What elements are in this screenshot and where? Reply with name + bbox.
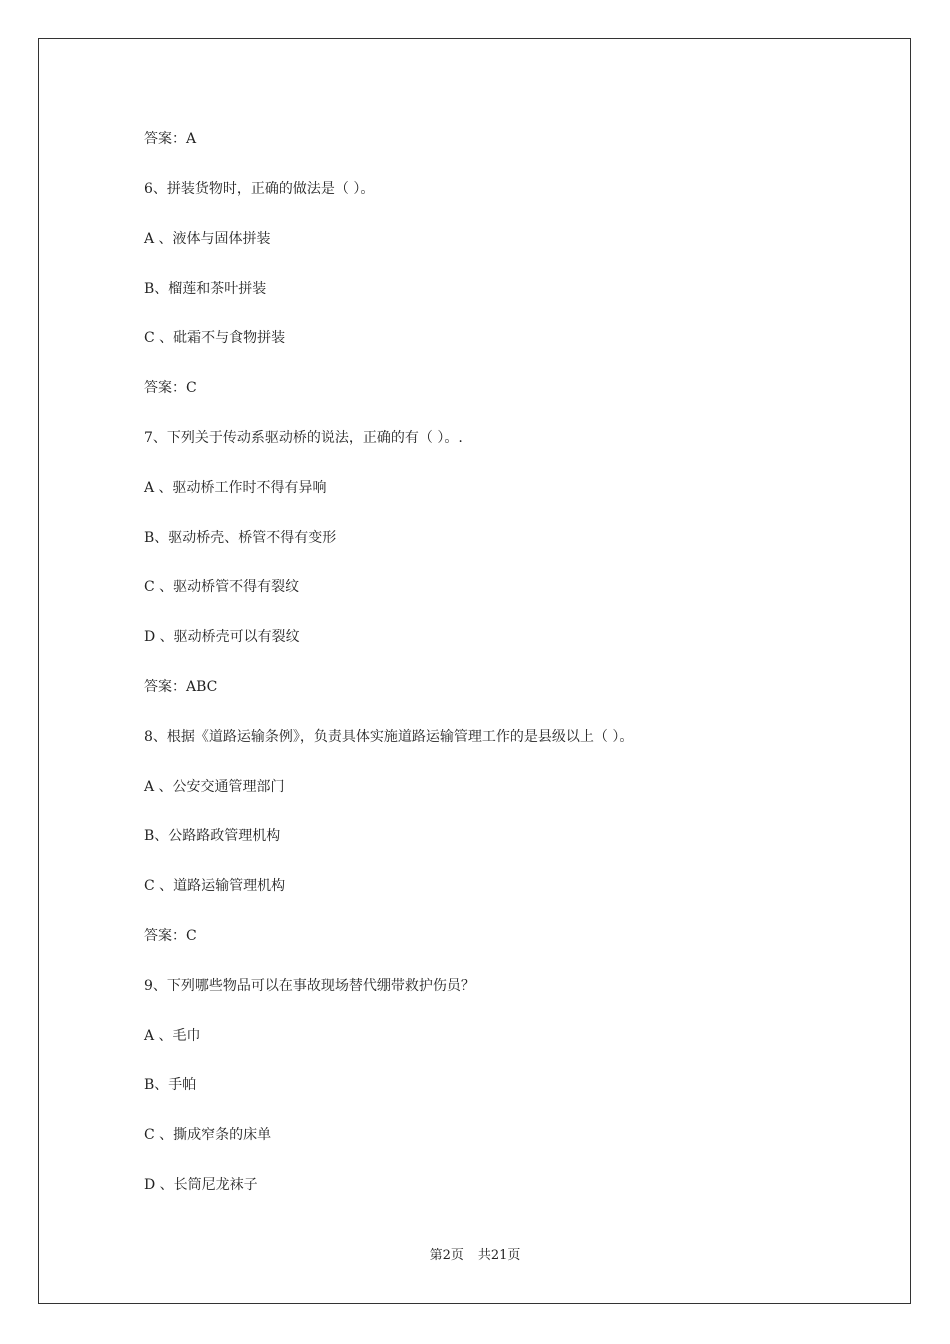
page-number: 第2页 — [429, 1248, 464, 1263]
question-7: 7、下列关于传动系驱动桥的说法，正确的有（ ）。. — [144, 430, 463, 446]
answer-8: 答案：C — [144, 928, 197, 944]
option-9a: A 、毛巾 — [144, 1028, 201, 1044]
page-footer — [0, 1248, 950, 1264]
option-6c: C 、砒霜不与食物拼装 — [144, 330, 286, 346]
question-6: 6、拼装货物时，正确的做法是（ ）。 — [144, 181, 375, 197]
answer-7: 答案：ABC — [144, 679, 218, 695]
option-6b: B、榴莲和茶叶拼装 — [144, 281, 267, 297]
answer-6: 答案：C — [144, 380, 197, 396]
question-9: 9、下列哪些物品可以在事故现场替代绷带救护伤员？ — [144, 978, 475, 994]
option-8a: A 、公安交通管理部门 — [144, 779, 285, 795]
option-7a: A 、驱动桥工作时不得有异响 — [144, 480, 327, 496]
option-9d: D 、长筒尼龙袜子 — [144, 1177, 258, 1193]
question-8: 8、根据《道路运输条例》，负责具体实施道路运输管理工作的是县级以上（ ）。 — [144, 729, 634, 745]
answer-5: 答案：A — [144, 131, 197, 147]
page-total: 共21页 — [477, 1248, 521, 1263]
option-8c: C 、道路运输管理机构 — [144, 878, 286, 894]
option-9c: C 、撕成窄条的床单 — [144, 1127, 272, 1143]
page-border — [38, 38, 911, 1304]
option-6a: A 、液体与固体拼装 — [144, 231, 271, 247]
option-8b: B、公路路政管理机构 — [144, 828, 281, 844]
option-7b: B、驱动桥壳、桥管不得有变形 — [144, 530, 337, 546]
option-7d: D 、驱动桥壳可以有裂纹 — [144, 629, 300, 645]
option-7c: C 、驱动桥管不得有裂纹 — [144, 579, 300, 595]
option-9b: B、手帕 — [144, 1077, 197, 1093]
